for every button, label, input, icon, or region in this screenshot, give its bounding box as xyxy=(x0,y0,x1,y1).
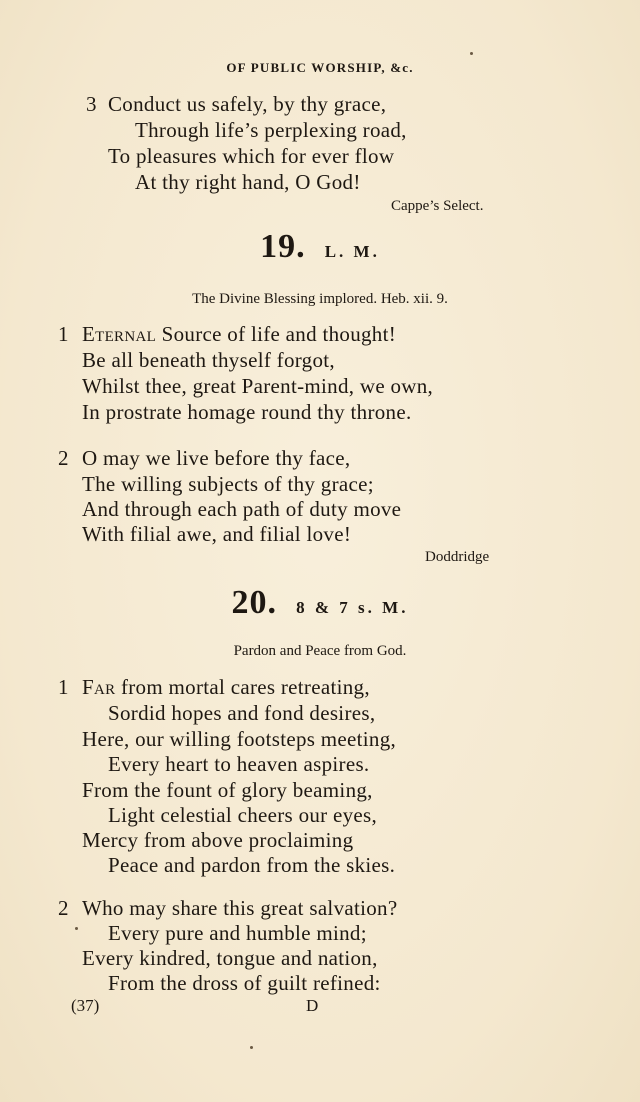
verse-line: Every kindred, tongue and nation, xyxy=(82,946,378,970)
hymn-number: 19. xyxy=(260,228,306,265)
verse-line: Here, our willing footsteps meeting, xyxy=(82,727,397,751)
verse-line: Through life’s perplexing road, xyxy=(135,118,407,142)
verse-line: Every pure and humble mind; xyxy=(108,921,367,945)
ink-speck xyxy=(250,1046,253,1049)
ink-speck xyxy=(470,52,473,55)
verse-line: Who may share this great salvation? xyxy=(82,896,398,920)
verse-line: O may we live before thy face, xyxy=(82,446,351,470)
ink-speck xyxy=(75,927,78,930)
running-head: OF PUBLIC WORSHIP, &c. xyxy=(226,60,414,75)
hymn-meter: L. M. xyxy=(324,242,380,261)
verse-line: Sordid hopes and fond desires, xyxy=(108,701,376,725)
verse-line: Every heart to heaven aspires. xyxy=(108,752,370,776)
verse-line: Whilst thee, great Parent-mind, we own, xyxy=(82,374,434,398)
verse-line: The willing subjects of thy grace; xyxy=(82,472,374,496)
hymn-heading xyxy=(0,228,640,266)
verse-line: With filial awe, and filial love! xyxy=(82,522,352,546)
verse-line xyxy=(82,322,396,346)
verse-line: Be all beneath thyself forgot, xyxy=(82,348,335,372)
verse-line: From the dross of guilt refined: xyxy=(108,971,381,995)
verse-line: And through each path of duty move xyxy=(82,497,402,521)
signature-mark: D xyxy=(306,996,319,1015)
verse-line-rest: Source of life and thought! xyxy=(156,322,397,346)
verse-line: Mercy from above proclaiming xyxy=(82,828,354,852)
verse-line xyxy=(82,675,370,699)
hymn-heading xyxy=(0,584,640,622)
hymn-attribution: Doddridge xyxy=(425,549,490,565)
verse-number: 2 xyxy=(58,896,69,920)
verse-number: 3 xyxy=(86,92,97,116)
initial-word: Eternal xyxy=(82,322,157,346)
initial-word: Far xyxy=(82,675,116,699)
verse-number: 2 xyxy=(58,446,69,470)
hymn-attribution: Cappe’s Select. xyxy=(391,198,484,214)
verse-line: Peace and pardon from the skies. xyxy=(108,853,396,877)
hymn-meter: 8 & 7 s. M. xyxy=(296,598,409,617)
verse-number: 1 xyxy=(58,322,69,346)
verse-line: In prostrate homage round thy throne. xyxy=(82,400,412,424)
verse-line: Conduct us safely, by thy grace, xyxy=(108,92,387,116)
verse-line: From the fount of glory beaming, xyxy=(82,778,373,802)
verse-line-rest: from mortal cares retreating, xyxy=(115,675,370,699)
verse-line: At thy right hand, O God! xyxy=(135,170,361,194)
verse-line: Light celestial cheers our eyes, xyxy=(108,803,378,827)
verse-number: 1 xyxy=(58,675,69,699)
verse-line: To pleasures which for ever flow xyxy=(108,144,395,168)
hymn-title: Pardon and Peace from God. xyxy=(233,643,407,659)
hymn-number: 20. xyxy=(231,584,278,621)
page-number: (37) xyxy=(71,996,100,1015)
hymn-title: The Divine Blessing implored. Heb. xii. 9. xyxy=(192,291,448,307)
